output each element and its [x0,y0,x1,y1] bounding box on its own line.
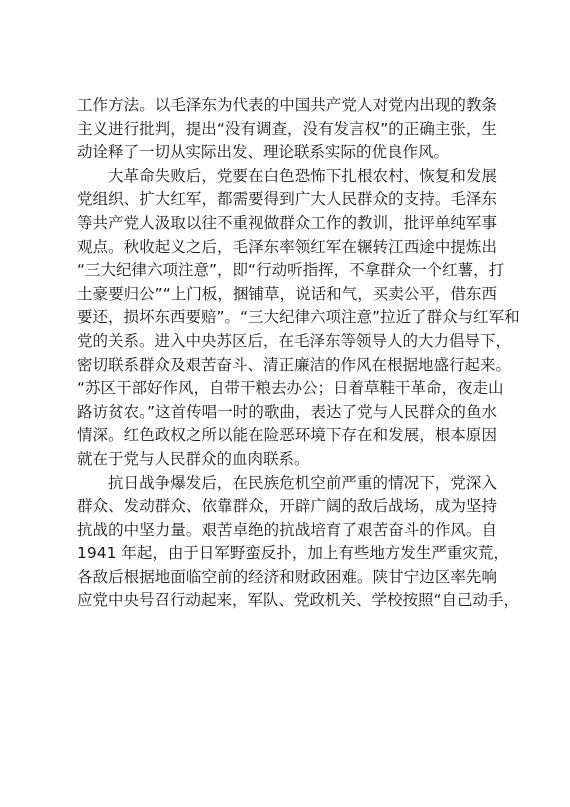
text-line: 要还，损坏东西要赔”。“三大纪律六项注意”拉近了群众与红军和 [77,308,520,327]
text-line: 1941 年起，由于日军野蛮反扑，加上有些地方发生严重灾荒， [77,544,509,563]
text-line: 群众、发动群众、依靠群众，开辟广阔的敌后战场，成为坚持 [77,497,497,516]
text-line: 动诠释了一切从实际出发、理论联系实际的优良作风。 [77,143,450,162]
text-line: 党的关系。进入中央苏区后，在毛泽东等领导人的大力倡导下， [77,331,512,350]
text-line: 等共产党人汲取以往不重视做群众工作的教训，批评单纯军事 [77,213,497,232]
text-line: 党组织、扩大红军，都需要得到广大人民群众的支持。毛泽东 [77,190,497,209]
text-line: “三大纪律六项注意”，即“行动听指挥，不拿群众一个红薯，打 [77,261,505,280]
text-line: 各敌后根据地面临空前的经济和财政困难。陕甘宁边区率先响 [77,567,497,586]
text-line: 应党中央号召行动起来，军队、党政机关、学校按照“自己动手， [77,591,520,610]
paragraph-first-line: 抗日战争爆发后，在民族危机空前严重的情况下，党深入 [108,473,497,492]
text-line: “苏区干部好作风，自带干粮去办公；日着草鞋干革命，夜走山 [77,379,504,398]
text-line: 主义进行批判，提出“没有调查，没有发言权”的正确主张，生 [77,119,497,138]
text-line: 就在于党与人民群众的血肉联系。 [77,449,310,468]
text-line: 观点。秋收起义之后，毛泽东率领红军在辗转江西途中提炼出 [77,237,497,256]
text-line: 情深。红色政权之所以能在险恶环境下存在和发展，根本原因 [77,426,497,445]
paragraph-first-line: 大革命失败后，党要在白色恐怖下扎根农村、恢复和发展 [108,166,497,185]
text-line: 密切联系群众及艰苦奋斗、清正廉洁的作风在根据地盛行起来。 [77,355,512,374]
text-line: 路访贫农。”这首传唱一时的歌曲，表达了党与人民群众的鱼水 [77,402,497,421]
text-line: 工作方法。以毛泽东为代表的中国共产党人对党内出现的教条 [77,96,497,114]
text-line: 抗战的中坚力量。艰苦卓绝的抗战培育了艰苦奋斗的作风。自 [77,520,497,539]
body-text [77,94,520,613]
text-line: 土豪要归公”“上门板，捆铺草，说话和气，买卖公平，借东西 [77,284,497,303]
